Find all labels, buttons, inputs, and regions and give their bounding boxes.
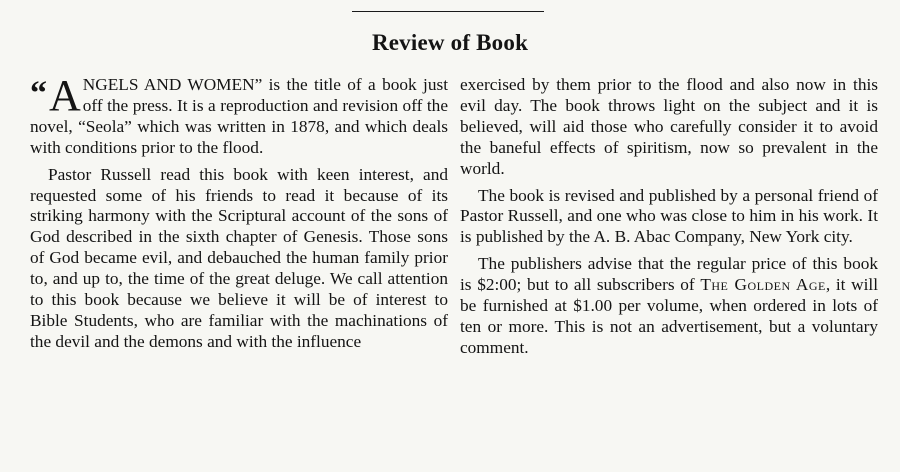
intro-text: NGELS AND WOMEN” is the title of a book just off the press. It is a reproduction and revision off the novel, “Seola” which was written in 1878, and which deals with conditions prior to the flood.	[30, 75, 448, 157]
price-text-b: , it will be furnished at $1.00 per volume, when ordered in lots of ten or more. This is not an advertisement, but a voluntary comment.	[460, 275, 878, 357]
paragraph-russell: Pastor Russell read this book with keen interest, and requested some of his friends to read it because of its striking harmony with the Scriptural account of the sons of God described in the sixth chapter of Genesis. Those sons of God became evil, and debauched the human family prior to, and up to, the time of the great deluge. We call attention to this book because we believe it will be of interest to Bible Students, who are familiar with the machinations of the devil and the demons and with the influence	[30, 164, 448, 351]
drop-cap: A	[49, 71, 81, 120]
paragraph-intro	[30, 71, 448, 159]
opening-quote: “	[30, 75, 47, 112]
magazine-name: The Golden Age	[700, 275, 826, 295]
paragraph-price	[460, 254, 878, 359]
price-text-a: The publishers advise that the regular price of this book is $2:00; but to all subscribers of	[460, 254, 878, 295]
right-column	[460, 75, 878, 365]
paragraph-continuation: exercised by them prior to the flood and also now in this evil day. The book throws light on the subject and it is believed, will aid those who carefully consider it to avoid the baneful effects of spiritism, now so prevalent in the world.	[460, 75, 878, 178]
left-column	[30, 71, 448, 359]
article-title: Review of Book	[371, 30, 529, 55]
top-rule	[352, 11, 544, 12]
paragraph-publisher: The book is revised and published by a personal friend of Pastor Russell, and one who was close to him in his work. It is published by the A. B. Abac Company, New York city.	[460, 185, 878, 247]
